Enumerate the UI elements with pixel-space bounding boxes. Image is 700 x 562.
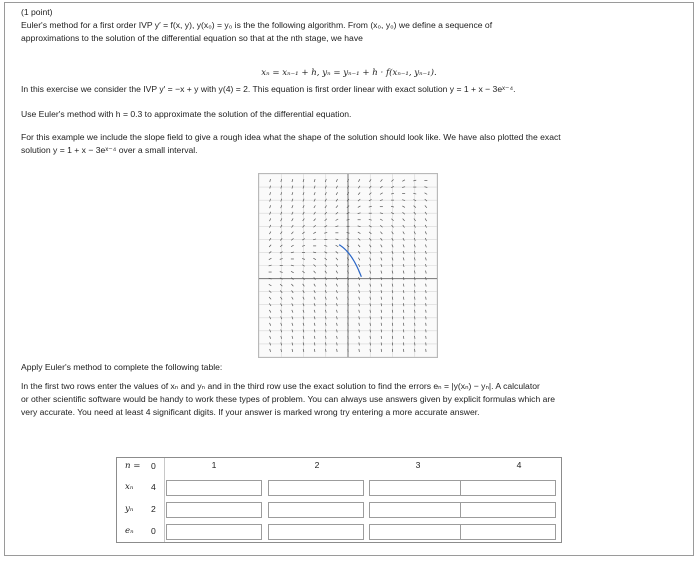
y1-input[interactable]	[166, 502, 262, 518]
header-row	[117, 458, 561, 478]
slope-segment	[292, 342, 293, 345]
x3-input[interactable]	[369, 480, 465, 496]
slope-segment	[425, 193, 428, 195]
slope-segment	[303, 192, 304, 195]
slope-segment	[270, 212, 271, 215]
slope-segment	[381, 323, 382, 326]
slope-segment	[425, 258, 426, 261]
slope-segment	[281, 323, 282, 326]
slope-segment	[336, 290, 337, 293]
instructions-line-1: In the first two rows enter the values of xₙ and yₙ and in the third row use the exact solution to find the errors eₙ = |y(xₙ) − yₙ|. A calculator	[21, 381, 540, 391]
slope-segment	[414, 258, 415, 261]
slope-segment	[270, 192, 271, 195]
n-value-3: 3	[415, 460, 421, 470]
slope-segment	[403, 303, 404, 306]
e2-input[interactable]	[268, 524, 364, 540]
x-row	[117, 479, 561, 499]
n-value-0: 0	[151, 461, 156, 471]
slope-segment	[403, 258, 404, 261]
slope-segment	[336, 258, 338, 260]
y2-input[interactable]	[268, 502, 364, 518]
slope-segment	[380, 219, 383, 221]
x1-input[interactable]	[166, 480, 262, 496]
slope-segment	[381, 290, 382, 293]
slope-segment	[314, 342, 315, 345]
slope-segment	[303, 323, 304, 326]
slope-segment	[392, 258, 393, 261]
slope-segment	[292, 310, 293, 313]
slope-segment	[392, 329, 393, 332]
slope-segment	[336, 192, 337, 195]
slope-segment	[314, 186, 315, 189]
slope-segment	[426, 290, 427, 293]
n-value-2: 2	[314, 460, 320, 470]
slope-segment	[402, 206, 405, 208]
slope-segment	[314, 303, 315, 306]
slope-segment	[337, 329, 338, 332]
slope-segment	[369, 219, 372, 220]
e1-input[interactable]	[166, 524, 262, 540]
slope-segment	[269, 310, 270, 313]
slope-segment	[291, 271, 294, 273]
slope-segment	[314, 205, 315, 208]
slope-segment	[292, 297, 293, 300]
slope-segment	[281, 192, 282, 195]
example-line-1: For this example we include the slope field to give a rough idea what the shape of the solution should look like. We have also plotted the exact	[21, 132, 561, 142]
slope-field-graphic	[259, 174, 437, 357]
slope-segment	[358, 179, 359, 182]
slope-segment	[403, 310, 404, 313]
example-line-2: solution y = 1 + x − 3eˣ⁻⁴ over a small interval.	[21, 145, 198, 155]
slope-segment	[403, 264, 404, 267]
slope-segment	[426, 284, 427, 287]
y3-input[interactable]	[369, 502, 465, 518]
slope-segment	[314, 192, 315, 195]
slope-segment	[358, 258, 359, 261]
e3-input[interactable]	[369, 524, 465, 540]
slope-segment	[314, 329, 315, 332]
euler-formula: xₙ = xₙ₋₁ + h, yₙ = yₙ₋₁ + h · f(xₙ₋₁, yₙ₋₁).	[261, 67, 437, 78]
slope-segment	[370, 342, 371, 345]
slope-segment	[425, 251, 426, 254]
slope-segment	[336, 206, 338, 208]
slope-segment	[292, 329, 293, 332]
slope-segment	[336, 297, 337, 300]
slope-segment	[369, 206, 372, 207]
slope-segment	[358, 232, 361, 234]
slope-segment	[270, 218, 271, 221]
slope-segment	[270, 323, 271, 326]
slope-segment	[314, 219, 316, 221]
x-row-label: xₙ	[125, 482, 134, 492]
instructions-line-3: very accurate. You need at least 4 significant digits. If your answer is marked wrong try entering a more accurate answer.	[21, 407, 480, 417]
n-label: n =	[125, 461, 141, 471]
slope-segment	[381, 264, 382, 267]
slope-segment	[291, 284, 293, 286]
slope-segment	[269, 245, 271, 247]
slope-segment	[281, 205, 282, 208]
slope-segment	[403, 245, 404, 248]
slope-segment	[302, 259, 305, 260]
slope-segment	[292, 336, 293, 339]
slope-segment	[292, 349, 293, 352]
slope-segment	[325, 297, 326, 300]
slope-segment	[425, 206, 427, 208]
slope-segment	[292, 192, 293, 195]
slope-segment	[426, 303, 427, 306]
e-row	[117, 523, 561, 543]
slope-segment	[270, 199, 271, 202]
slope-segment	[359, 349, 360, 352]
slope-segment	[314, 310, 315, 313]
slope-segment	[413, 193, 416, 194]
n-value-4: 4	[516, 460, 522, 470]
slope-segment	[302, 245, 305, 246]
e-value-0: 0	[151, 526, 156, 536]
slope-segment	[325, 179, 326, 182]
slope-segment	[359, 323, 360, 326]
slope-segment	[347, 232, 350, 233]
slope-segment	[325, 310, 326, 313]
slope-segment	[403, 271, 404, 274]
slope-segment	[358, 192, 360, 194]
slope-segment	[403, 284, 404, 287]
slope-segment	[324, 232, 327, 233]
slope-segment	[403, 251, 404, 254]
slope-segment	[292, 199, 293, 202]
slope-segment	[425, 238, 426, 241]
slope-segment	[347, 219, 350, 220]
slope-segment	[370, 284, 371, 287]
slope-segment	[403, 290, 404, 293]
slope-segment	[314, 323, 315, 326]
euler-table	[116, 457, 562, 543]
slope-segment	[336, 316, 337, 319]
slope-segment	[381, 245, 382, 248]
use-euler-text: Use Euler's method with h = 0.3 to approximate the solution of the differential equation.	[21, 109, 352, 119]
slope-segment	[281, 336, 282, 339]
slope-segment	[270, 342, 271, 345]
problem-panel	[4, 2, 694, 556]
slope-segment	[270, 336, 271, 339]
slope-segment	[336, 284, 337, 287]
slope-segment	[314, 349, 315, 352]
slope-segment	[370, 277, 371, 280]
slope-segment	[303, 310, 304, 313]
e4-input[interactable]	[460, 524, 556, 540]
slope-segment	[269, 258, 272, 260]
slope-segment	[337, 323, 338, 326]
slope-segment	[280, 259, 283, 260]
slope-segment	[358, 245, 360, 247]
y4-input[interactable]	[460, 502, 556, 518]
slope-segment	[359, 284, 360, 287]
slope-segment	[336, 271, 337, 274]
slope-segment	[314, 271, 316, 273]
slope-segment	[381, 303, 382, 306]
slope-segment	[269, 297, 271, 299]
slope-segment	[314, 297, 315, 300]
slope-segment	[403, 277, 404, 280]
slope-segment	[270, 329, 271, 332]
slope-segment	[414, 251, 415, 254]
slope-segment	[403, 232, 404, 235]
slope-segment	[281, 329, 282, 332]
slope-segment	[381, 277, 382, 280]
points-label: (1 point)	[21, 7, 53, 17]
slope-segment	[280, 272, 283, 273]
slope-segment	[426, 310, 427, 313]
slope-segment	[426, 271, 427, 274]
slope-segment	[359, 290, 360, 293]
slope-segment	[269, 232, 270, 235]
slope-segment	[381, 297, 382, 300]
slope-segment	[314, 316, 315, 319]
slope-segment	[269, 284, 272, 286]
slope-segment	[391, 193, 394, 194]
slope-segment	[336, 303, 337, 306]
slope-segment	[380, 193, 383, 195]
slope-segment	[381, 329, 382, 332]
slope-segment	[291, 245, 294, 247]
slope-segment	[303, 186, 304, 189]
slope-segment	[391, 206, 394, 207]
slope-segment	[392, 264, 393, 267]
exact-solution-curve	[339, 245, 361, 277]
x-value-0: 4	[151, 482, 156, 492]
slope-segment	[324, 245, 327, 246]
slope-segment	[314, 179, 315, 182]
slope-segment	[381, 316, 382, 319]
slope-segment	[292, 179, 293, 182]
slope-segment	[402, 180, 405, 182]
slope-segment	[337, 336, 338, 339]
slope-segment	[413, 180, 416, 181]
slope-segment	[359, 316, 360, 319]
slope-segment	[303, 179, 304, 182]
slope-segment	[426, 277, 427, 280]
slope-segment	[313, 232, 316, 234]
slope-segment	[337, 342, 338, 345]
y-row-label: yₙ	[125, 504, 134, 514]
e-row-label: eₙ	[125, 526, 134, 536]
slope-segment	[313, 258, 316, 260]
intro-line-2: approximations to the solution of the differential equation so that at the nth stage, we have	[21, 33, 363, 43]
slope-segment	[292, 323, 293, 326]
slope-segment	[270, 349, 271, 352]
slope-segment	[403, 297, 404, 300]
slope-segment	[292, 218, 293, 221]
x2-input[interactable]	[268, 480, 364, 496]
slope-segment	[381, 271, 382, 274]
slope-segment	[359, 277, 360, 280]
slope-segment	[314, 284, 315, 287]
slope-segment	[380, 232, 382, 234]
x4-input[interactable]	[460, 480, 556, 496]
slope-segment	[270, 186, 271, 189]
apply-text: Apply Euler's method to complete the following table:	[21, 362, 223, 372]
slope-segment	[381, 258, 382, 261]
slope-segment	[314, 336, 315, 339]
slope-segment	[403, 219, 405, 221]
slope-segment	[337, 349, 338, 352]
slope-segment	[281, 199, 282, 202]
slope-segment	[381, 284, 382, 287]
slope-segment	[359, 303, 360, 306]
slope-segment	[325, 303, 326, 306]
intro-line-1: Euler's method for a first order IVP y′ = f(x, y), y(x₀) = y₀ is the the following algorithm. From (x₀, y₀) we define a sequence of	[21, 20, 493, 30]
slope-segment	[414, 244, 415, 247]
slope-segment	[381, 310, 382, 313]
slope-segment	[359, 336, 360, 339]
slope-segment	[359, 310, 360, 313]
slope-segment	[336, 219, 339, 221]
slope-segment	[381, 336, 382, 339]
slope-segment	[336, 179, 337, 182]
slope-segment	[392, 271, 393, 274]
slope-segment	[425, 231, 426, 234]
n-value-1: 1	[211, 460, 217, 470]
slope-segment	[425, 244, 426, 247]
y-value-0: 2	[151, 504, 156, 514]
slope-segment	[403, 316, 404, 319]
slope-segment	[292, 205, 293, 208]
slope-segment	[426, 297, 427, 300]
slope-segment	[359, 297, 360, 300]
slope-segment	[359, 329, 360, 332]
instructions-line-2: or other scientific software would be handy to work these types of problem. You can always use answers given by explicit formulas which are	[21, 394, 556, 404]
slope-segment	[425, 218, 426, 221]
slope-segment	[370, 271, 371, 274]
slope-segment	[270, 179, 271, 182]
slope-segment	[358, 206, 361, 208]
slope-segment	[336, 310, 337, 313]
slope-segment	[270, 205, 271, 208]
slope-segment	[292, 186, 293, 189]
slope-segment	[359, 342, 360, 345]
slope-segment	[425, 264, 426, 267]
slope-segment	[403, 323, 404, 326]
slope-segment	[292, 316, 293, 319]
exercise-text: In this exercise we consider the IVP y′ = −x + y with y(4) = 2. This equation is first order linear with exact solution y = 1 + x − 3eˣ⁻⁴.	[21, 84, 516, 94]
slope-segment	[380, 179, 382, 181]
slope-segment	[414, 316, 415, 319]
slope-segment	[291, 232, 293, 234]
slope-segment	[336, 245, 339, 247]
slope-field-plot	[258, 173, 438, 358]
slope-segment	[303, 316, 304, 319]
y-row	[117, 501, 561, 521]
